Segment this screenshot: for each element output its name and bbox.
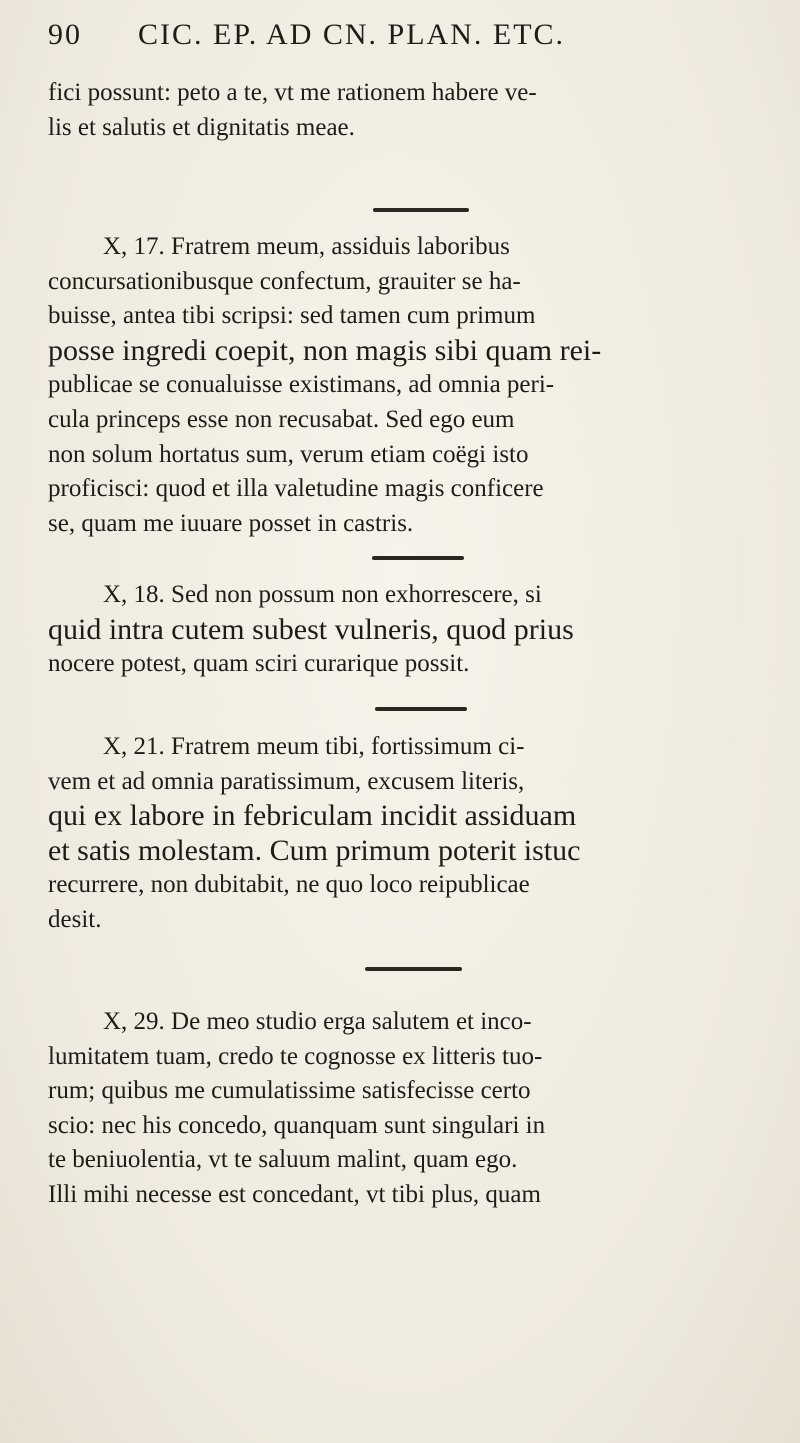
text-line: lumitatem tuam, credo te cognosse ex litteris tuo- — [48, 1042, 543, 1070]
passage-x-29 — [48, 1005, 760, 1213]
text-line: et satis molestam. Cum primum poterit istuc — [48, 833, 581, 867]
text-line: X, 18. Sed non possum non exhorrescere, si — [103, 581, 542, 608]
section-rule — [373, 208, 469, 212]
passage-x-18 — [48, 578, 760, 682]
text-line: scio: nec his concedo, quanquam sunt singulari in — [48, 1111, 546, 1139]
text-line: X, 21. Fratrem meum tibi, fortissimum ci- — [103, 733, 525, 760]
text-line: qui ex labore in febriculam incidit assiduam — [48, 799, 577, 833]
text-line: recurrere, non dubitabit, ne quo loco reipublicae — [48, 871, 530, 899]
text-line: cula princeps esse non recusabat. Sed ego eum — [48, 405, 515, 433]
section-rule — [375, 707, 467, 711]
text-line: vem et ad omnia paratissimum, excusem literis, — [48, 767, 525, 795]
text-line: quid intra cutem subest vulneris, quod prius — [48, 612, 574, 646]
text-line: lis et salutis et dignitatis meae. — [48, 113, 355, 141]
text-line: fici possunt: peto a te, vt me rationem habere ve- — [48, 79, 537, 106]
text-line: desit. — [48, 905, 102, 933]
page-number: 90 — [48, 18, 82, 51]
section-rule — [365, 967, 462, 971]
passage-x-17 — [48, 230, 760, 541]
page-header — [48, 18, 760, 58]
passage-continuation — [48, 76, 760, 145]
text-line: buisse, antea tibi scripsi: sed tamen cum primum — [48, 302, 536, 330]
text-line: rum; quibus me cumulatissime satisfecisse certo — [48, 1077, 531, 1105]
passage-x-21 — [48, 730, 760, 938]
text-line: publicae se conualuisse existimans, ad omnia peri- — [48, 371, 555, 399]
text-line: nocere potest, quam sciri curarique possit. — [48, 650, 470, 678]
text-line: te beniuolentia, vt te saluum malint, quam ego. — [48, 1146, 518, 1174]
section-rule — [372, 556, 464, 560]
text-line: se, quam me iuuare posset in castris. — [48, 509, 414, 537]
running-head: CIC. EP. AD CN. PLAN. ETC. — [138, 18, 566, 51]
text-line: concursationibusque confectum, grauiter se ha- — [48, 267, 521, 295]
text-line: X, 17. Fratrem meum, assiduis laboribus — [103, 233, 510, 260]
text-line: proficisci: quod et illa valetudine magis conficere — [48, 475, 544, 503]
text-line: X, 29. De meo studio erga salutem et inco- — [103, 1008, 532, 1035]
text-line: Illi mihi necesse est concedant, vt tibi plus, quam — [48, 1180, 541, 1208]
text-line: posse ingredi coepit, non magis sibi quam rei- — [48, 333, 602, 367]
text-line: non solum hortatus sum, verum etiam coëgi isto — [48, 440, 529, 468]
